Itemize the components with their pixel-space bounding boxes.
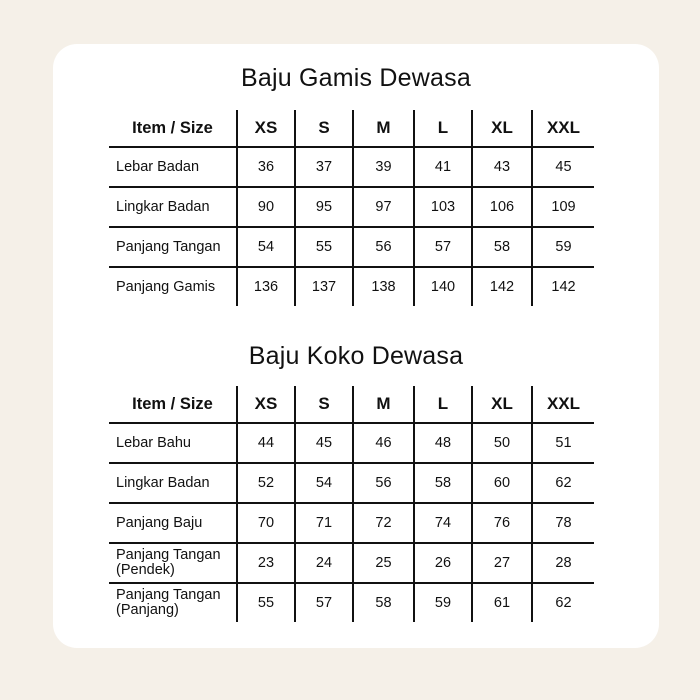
- gamis-title: Baju Gamis Dewasa: [241, 64, 471, 92]
- row-label: Panjang Baju: [116, 514, 203, 531]
- size-chart-card: [53, 44, 659, 648]
- cell-value: 78: [532, 503, 594, 543]
- cell-value: 28: [532, 543, 594, 583]
- cell-value: 142: [532, 267, 594, 306]
- cell-value: 26: [414, 543, 472, 583]
- header-m: M: [353, 110, 414, 147]
- header-xs: XS: [237, 386, 295, 423]
- cell-value: 57: [414, 227, 472, 267]
- cell-value: 55: [237, 583, 295, 622]
- table-row: [109, 423, 594, 463]
- table-row: [109, 503, 594, 543]
- cell-value: 48: [414, 423, 472, 463]
- row-label: Panjang Tangan (Pendek): [116, 547, 221, 578]
- header-xs: XS: [237, 110, 295, 147]
- cell-value: 59: [414, 583, 472, 622]
- koko-size-table: [109, 386, 594, 622]
- cell-value: 71: [295, 503, 353, 543]
- cell-value: 56: [353, 227, 414, 267]
- cell-value: 56: [353, 463, 414, 503]
- cell-value: 27: [472, 543, 532, 583]
- row-label: Lebar Bahu: [116, 434, 191, 451]
- cell-value: 39: [353, 147, 414, 187]
- koko-title: Baju Koko Dewasa: [248, 342, 464, 370]
- row-label: Lebar Badan: [116, 158, 200, 175]
- cell-value: 45: [532, 147, 594, 187]
- row-label: Panjang Tangan (Panjang): [116, 587, 221, 618]
- cell-value: 44: [237, 423, 295, 463]
- cell-value: 58: [414, 463, 472, 503]
- cell-value: 45: [295, 423, 353, 463]
- cell-value: 24: [295, 543, 353, 583]
- gamis-size-table: [109, 110, 594, 306]
- cell-value: 109: [532, 187, 594, 227]
- cell-value: 59: [532, 227, 594, 267]
- row-label: Panjang Tangan: [116, 238, 221, 255]
- cell-value: 138: [353, 267, 414, 306]
- cell-value: 54: [295, 463, 353, 503]
- cell-value: 37: [295, 147, 353, 187]
- header-s: S: [295, 110, 353, 147]
- row-label: Panjang Gamis: [116, 278, 216, 295]
- table-row: [109, 583, 594, 622]
- cell-value: 57: [295, 583, 353, 622]
- table-row: [109, 187, 594, 227]
- row-label: Lingkar Badan: [116, 198, 210, 215]
- header-l: L: [414, 110, 472, 147]
- cell-value: 60: [472, 463, 532, 503]
- cell-value: 58: [353, 583, 414, 622]
- cell-value: 61: [472, 583, 532, 622]
- table-header-row: [109, 110, 594, 147]
- header-xxl: XXL: [532, 386, 594, 423]
- header-item-size: Item / Size: [132, 118, 213, 137]
- cell-value: 72: [353, 503, 414, 543]
- cell-value: 70: [237, 503, 295, 543]
- table-row: [109, 463, 594, 503]
- cell-value: 62: [532, 463, 594, 503]
- cell-value: 74: [414, 503, 472, 543]
- cell-value: 50: [472, 423, 532, 463]
- cell-value: 54: [237, 227, 295, 267]
- header-l: L: [414, 386, 472, 423]
- cell-value: 76: [472, 503, 532, 543]
- table-header-row: [109, 386, 594, 423]
- cell-value: 103: [414, 187, 472, 227]
- header-xl: XL: [472, 110, 532, 147]
- table-row: [109, 267, 594, 306]
- cell-value: 51: [532, 423, 594, 463]
- cell-value: 106: [472, 187, 532, 227]
- table-row: [109, 227, 594, 267]
- cell-value: 95: [295, 187, 353, 227]
- header-xl: XL: [472, 386, 532, 423]
- cell-value: 58: [472, 227, 532, 267]
- cell-value: 52: [237, 463, 295, 503]
- cell-value: 36: [237, 147, 295, 187]
- cell-value: 62: [532, 583, 594, 622]
- cell-value: 41: [414, 147, 472, 187]
- cell-value: 136: [237, 267, 295, 306]
- cell-value: 55: [295, 227, 353, 267]
- cell-value: 25: [353, 543, 414, 583]
- header-xxl: XXL: [532, 110, 594, 147]
- cell-value: 97: [353, 187, 414, 227]
- cell-value: 140: [414, 267, 472, 306]
- header-s: S: [295, 386, 353, 423]
- table-row: [109, 147, 594, 187]
- header-item-size: Item / Size: [132, 394, 213, 413]
- cell-value: 23: [237, 543, 295, 583]
- header-m: M: [353, 386, 414, 423]
- cell-value: 137: [295, 267, 353, 306]
- cell-value: 43: [472, 147, 532, 187]
- cell-value: 142: [472, 267, 532, 306]
- cell-value: 90: [237, 187, 295, 227]
- cell-value: 46: [353, 423, 414, 463]
- row-label: Lingkar Badan: [116, 474, 210, 491]
- table-row: [109, 543, 594, 583]
